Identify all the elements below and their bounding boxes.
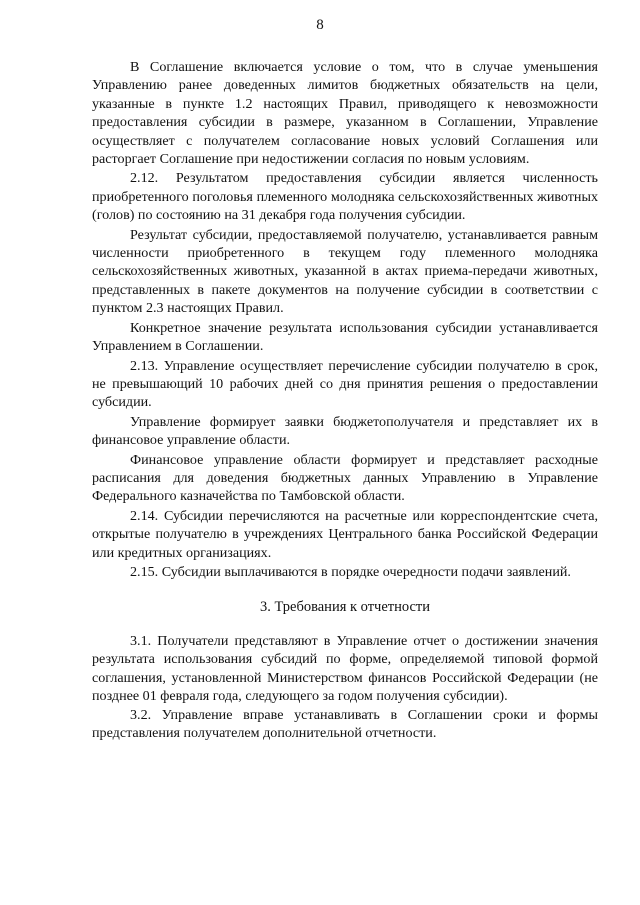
paragraph-agreement-condition: В Соглашение включается условие о том, что в случае уменьшения Управлению ранее доведенных лимитов бюджетных обязательств на цели, указанные в пункте 1.2 настоящих Правил, приводящего к невозможности предоставления субсидии в размере, указанном в Соглашении, Управление осуществляет с получателем согласование новых условий Соглашения или расторгает Соглашение при недостижении согласия по новым условиям. — [92, 59, 598, 168]
section-heading: 3. Требования к отчетности — [259, 599, 431, 615]
section-body-text — [92, 632, 598, 742]
body-text — [92, 58, 598, 581]
paragraph-2-14: 2.14. Субсидии перечисляются на расчетные или корреспондентские счета, открытые получателю в учреждениях Центрального банка Российской Федерации или кредитных организациях. — [92, 507, 598, 561]
paragraph-2-15: 2.15. Субсидии выплачиваются в порядке очередности подачи заявлений. — [130, 563, 571, 580]
paragraph-financial-department: Финансовое управление области формирует и представляет расходные расписания для доведения бюджетных данных Управлению в Управление Федерального казначейства по Тамбовской области. — [92, 451, 598, 505]
paragraph-2-13: 2.13. Управление осуществляет перечисление субсидии получателю в срок, не превышающий 10 рабочих дней со дня принятия решения о предоставлении субсидии. — [92, 357, 598, 411]
paragraph-2-12: 2.12. Результатом предоставления субсидии является численность приобретенного поголовья племенного молодняка сельскохозяйственных животных (голов) по состоянию на 31 декабря года получения субсидии. — [92, 170, 598, 224]
paragraph-applications: Управление формирует заявки бюджетополучателя и представляет их в финансовое управление области. — [92, 413, 598, 449]
page-number: 8 — [316, 17, 324, 33]
paragraph-3-2: 3.2. Управление вправе устанавливать в Соглашении сроки и формы представления получателем дополнительной отчетности. — [92, 706, 598, 742]
paragraph-subsidy-result: Результат субсидии, предоставляемой получателю, устанавливается равным численности приобретенного в текущем году племенного молодняка сельскохозяйственных животных, указанной в актах приема-передачи животных, представленных в пакете документов на получение субсидии в соответствии с пунктом 2.3 настоящих Правил. — [92, 226, 598, 317]
paragraph-specific-value: Конкретное значение результата использования субсидии устанавливается Управлением в Соглашении. — [92, 319, 598, 355]
paragraph-3-1: 3.1. Получатели представляют в Управление отчет о достижении значения результата использования субсидий по форме, определяемой типовой формой соглашения, установленной Министерством финансов Российской Федерации (не позднее 01 февраля года, следующего за годом получения субсидии). — [92, 633, 598, 705]
